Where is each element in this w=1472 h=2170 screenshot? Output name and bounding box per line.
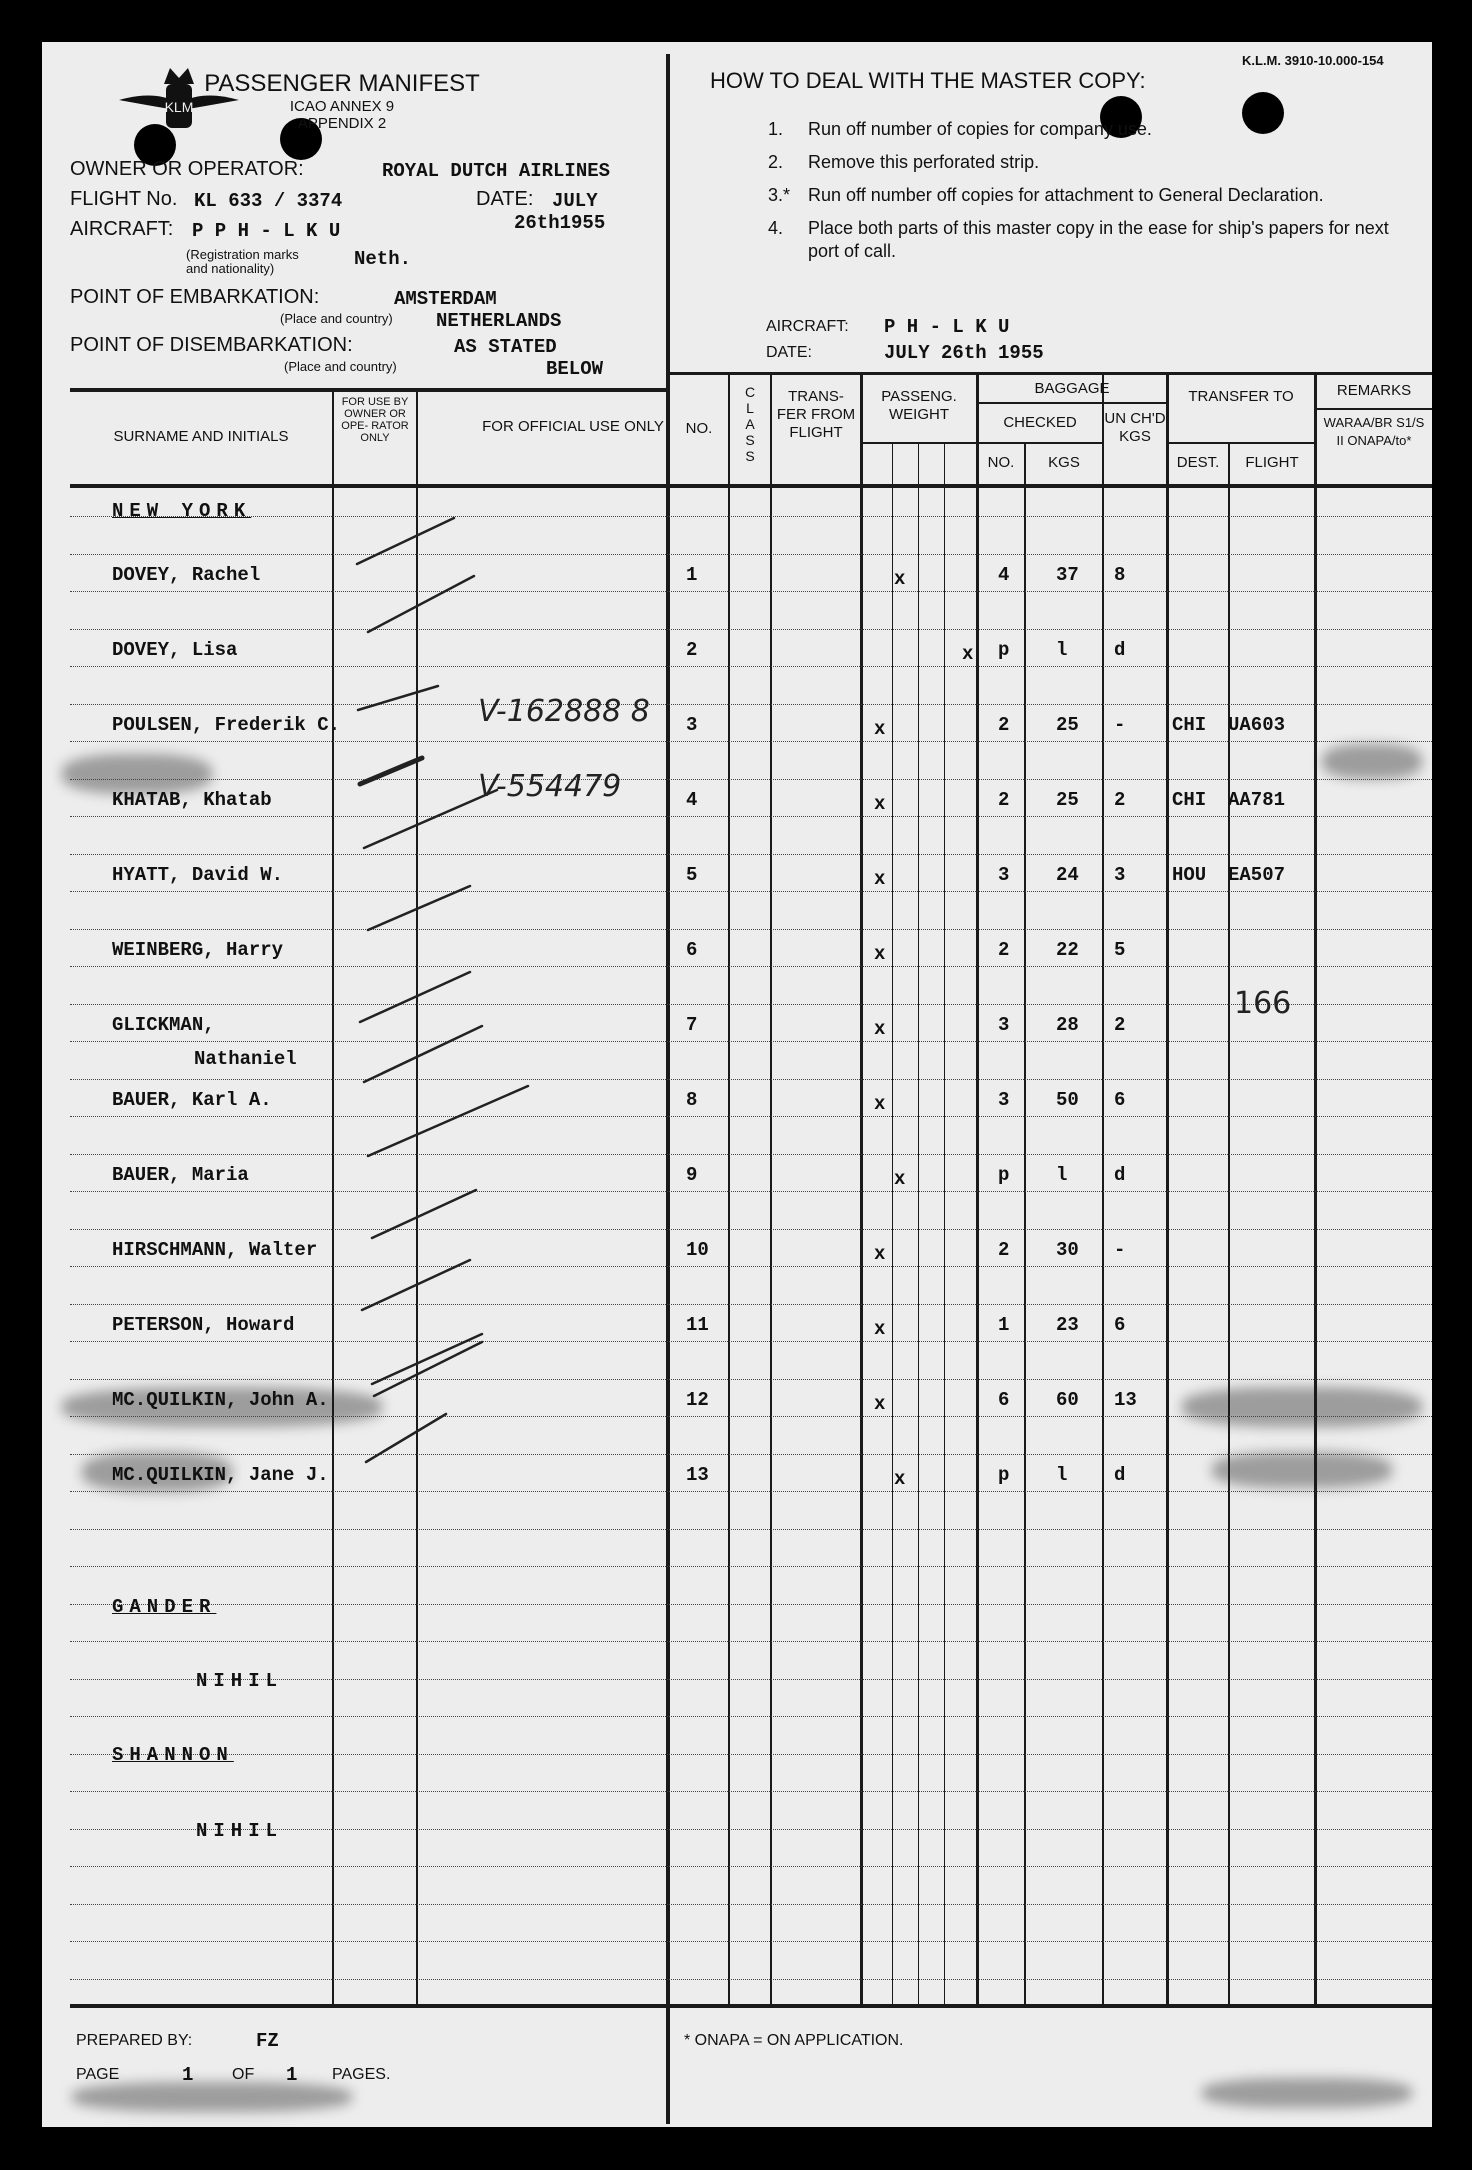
prepared-by-label: PREPARED BY:: [76, 2032, 193, 2049]
checked-bag-kgs: l: [1056, 639, 1068, 661]
col-header-surname: SURNAME AND INITIALS: [113, 428, 289, 445]
weight-mark: x: [874, 1393, 886, 1415]
disembarkation-value: AS STATED: [454, 336, 557, 358]
section-new-york: NEW YORK: [112, 500, 252, 522]
passenger-name: HYATT, David W.: [112, 864, 284, 886]
section-gander: GANDER: [112, 1596, 217, 1618]
unchecked-kgs: d: [1114, 639, 1126, 661]
weight-mark: x: [894, 1468, 906, 1490]
checked-bag-count: p: [998, 639, 1010, 661]
col-header-checked-no: NO.: [987, 454, 1015, 471]
checked-bag-count: 2: [998, 714, 1010, 736]
master-date-value: JULY 26th 1955: [884, 342, 1044, 364]
passenger-number: 3: [686, 714, 698, 736]
instruction-item: 4. Place both parts of this master copy in the ease for ship's papers for next port of call.: [768, 218, 1389, 261]
passenger-name-cont: Nathaniel: [194, 1048, 297, 1070]
checked-bag-kgs: 25: [1056, 714, 1079, 736]
form-title: PASSENGER MANIFEST: [204, 70, 480, 97]
col-header-remarks: REMARKS: [1336, 382, 1412, 399]
aircraft-label: AIRCRAFT:: [70, 218, 174, 240]
passenger-number: 8: [686, 1089, 698, 1111]
passenger-number: 4: [686, 789, 698, 811]
col-header-baggage: BAGGAGE: [1034, 380, 1110, 397]
form-appendix: APPENDIX 2: [297, 115, 387, 132]
passenger-number: 10: [686, 1239, 709, 1261]
instruction-item: 2. Remove this perforated strip.: [768, 152, 1040, 172]
passenger-number: 7: [686, 1014, 698, 1036]
disembarkation-label: POINT OF DISEMBARKATION:: [70, 334, 353, 356]
weight-mark: x: [874, 943, 886, 965]
passenger-name: PETERSON, Howard: [112, 1314, 295, 1336]
weight-mark: x: [874, 1018, 886, 1040]
master-aircraft-value: P H - L K U: [884, 316, 1010, 338]
reg-note-1: (Registration marks: [186, 247, 299, 262]
col-header-transfer-to: TRANSFER TO: [1188, 388, 1294, 405]
svg-text:KLM: KLM: [164, 99, 194, 115]
passenger-number: 12: [686, 1389, 709, 1411]
instruction-item: 1. Run off number of copies for company use.: [768, 119, 1152, 139]
transfer-flight: EA507: [1228, 864, 1286, 886]
passenger-name: DOVEY, Rachel: [112, 564, 261, 586]
transfer-dest: CHI: [1172, 714, 1207, 736]
col-header-unchecked: UN CH'D KGS: [1104, 410, 1166, 445]
passenger-name: KHATAB, Khatab: [112, 789, 272, 811]
passenger-number: 5: [686, 864, 698, 886]
passenger-name: BAUER, Maria: [112, 1164, 249, 1186]
checked-bag-count: p: [998, 1164, 1010, 1186]
date-value-month: JULY: [552, 190, 598, 212]
passenger-number: 9: [686, 1164, 698, 1186]
master-date-label: DATE:: [766, 344, 812, 361]
passenger-number: 1: [686, 564, 698, 586]
section-shannon: SHANNON: [112, 1744, 234, 1766]
checked-bag-kgs: l: [1056, 1464, 1068, 1486]
unchecked-kgs: 2: [1114, 789, 1126, 811]
official-use-note: V-554479: [478, 769, 622, 804]
pages-label: PAGES.: [332, 2066, 391, 2083]
disembarkation-value-2: BELOW: [546, 358, 604, 380]
checked-bag-kgs: 28: [1056, 1014, 1079, 1036]
col-header-class: C L A S S: [744, 384, 756, 464]
checked-bag-kgs: 22: [1056, 939, 1079, 961]
weight-mark: x: [894, 1168, 906, 1190]
col-header-flight: FLIGHT: [1245, 454, 1299, 471]
passenger-name: MC.QUILKIN, Jane J.: [112, 1464, 329, 1486]
date-label: DATE:: [476, 188, 534, 210]
passenger-number: 6: [686, 939, 698, 961]
prepared-by-value: FZ: [256, 2030, 279, 2052]
checked-bag-kgs: 50: [1056, 1089, 1079, 1111]
weight-mark: x: [874, 1243, 886, 1265]
transfer-flight: 166: [1234, 986, 1292, 1021]
col-header-remarks-codes: WARAA/BR S1/S II ONAPA/to*: [1323, 415, 1425, 448]
passenger-name: GLICKMAN,: [112, 1014, 215, 1036]
checked-bag-count: 2: [998, 939, 1010, 961]
col-header-transfer-from: TRANS- FER FROM FLIGHT: [776, 388, 856, 441]
of-value: 1: [286, 2064, 298, 2086]
checked-bag-count: 3: [998, 1014, 1010, 1036]
checked-bag-kgs: 60: [1056, 1389, 1079, 1411]
handwritten-ticks: [42, 42, 1432, 2127]
transfer-dest: HOU: [1172, 864, 1207, 886]
transfer-flight: UA603: [1228, 714, 1286, 736]
owner-value: ROYAL DUTCH AIRLINES: [382, 160, 611, 182]
embarkation-label: POINT OF EMBARKATION:: [70, 286, 320, 308]
passenger-name: BAUER, Karl A.: [112, 1089, 272, 1111]
unchecked-kgs: d: [1114, 1164, 1126, 1186]
passenger-name: MC.QUILKIN, John A.: [112, 1389, 329, 1411]
col-header-weight: PASSENG. WEIGHT: [881, 388, 957, 423]
unchecked-kgs: 3: [1114, 864, 1126, 886]
embarkation-country: NETHERLANDS: [436, 310, 562, 332]
form-annex: ICAO ANNEX 9: [289, 98, 395, 115]
checked-bag-count: 4: [998, 564, 1010, 586]
flight-label: FLIGHT No.: [70, 188, 178, 210]
onapa-note: * ONAPA = ON APPLICATION.: [684, 2032, 904, 2049]
unchecked-kgs: 6: [1114, 1314, 1126, 1336]
col-header-no: NO.: [685, 420, 713, 437]
form-code: K.L.M. 3910-10.000-154: [1242, 53, 1384, 68]
official-use-note: V-162888 8: [478, 694, 650, 729]
checked-bag-kgs: 37: [1056, 564, 1079, 586]
checked-bag-count: 2: [998, 1239, 1010, 1261]
unchecked-kgs: 5: [1114, 939, 1126, 961]
flight-value: KL 633 / 3374: [194, 190, 343, 212]
shannon-nihil: NIHIL: [196, 1820, 284, 1842]
checked-bag-kgs: 24: [1056, 864, 1079, 886]
instructions-title: HOW TO DEAL WITH THE MASTER COPY:: [710, 68, 1146, 93]
passenger-name: POULSEN, Frederik C.: [112, 714, 341, 736]
checked-bag-kgs: 30: [1056, 1239, 1079, 1261]
unchecked-kgs: -: [1114, 1239, 1126, 1261]
date-value-day: 26th1955: [514, 212, 606, 234]
nationality-value: Neth.: [354, 248, 412, 270]
col-header-checked-kgs: KGS: [1048, 454, 1080, 471]
weight-mark: x: [874, 868, 886, 890]
col-header-checked: CHECKED: [1003, 414, 1077, 431]
col-header-owner-use: FOR USE BY OWNER OR OPE- RATOR ONLY: [341, 396, 409, 444]
passenger-number: 11: [686, 1314, 709, 1336]
unchecked-kgs: 6: [1114, 1089, 1126, 1111]
unchecked-kgs: d: [1114, 1464, 1126, 1486]
passenger-number: 2: [686, 639, 698, 661]
weight-mark: x: [894, 568, 906, 590]
manifest-sheet: [42, 42, 1432, 2127]
checked-bag-count: 3: [998, 1089, 1010, 1111]
of-label: OF: [232, 2066, 255, 2083]
place-note-2: (Place and country): [284, 359, 397, 374]
weight-mark: x: [874, 1093, 886, 1115]
embarkation-city: AMSTERDAM: [394, 288, 497, 310]
col-header-dest: DEST.: [1176, 454, 1220, 471]
transfer-dest: CHI: [1172, 789, 1207, 811]
page-value: 1: [182, 2064, 194, 2086]
passenger-name: WEINBERG, Harry: [112, 939, 284, 961]
owner-label: OWNER OR OPERATOR:: [70, 158, 304, 180]
aircraft-value: P P H - L K U: [192, 220, 341, 242]
checked-bag-count: 3: [998, 864, 1010, 886]
checked-bag-kgs: 23: [1056, 1314, 1079, 1336]
weight-mark: x: [874, 1318, 886, 1340]
col-header-official: FOR OFFICIAL USE ONLY: [482, 418, 664, 435]
weight-mark: x: [962, 643, 974, 665]
reg-note-2: and nationality): [186, 261, 275, 276]
checked-bag-count: 6: [998, 1389, 1010, 1411]
transfer-flight: AA781: [1228, 789, 1286, 811]
weight-mark: x: [874, 793, 886, 815]
checked-bag-kgs: 25: [1056, 789, 1079, 811]
unchecked-kgs: -: [1114, 714, 1126, 736]
unchecked-kgs: 2: [1114, 1014, 1126, 1036]
gander-nihil: NIHIL: [196, 1670, 284, 1692]
weight-mark: x: [874, 718, 886, 740]
passenger-name: HIRSCHMANN, Walter: [112, 1239, 318, 1261]
checked-bag-count: 2: [998, 789, 1010, 811]
unchecked-kgs: 8: [1114, 564, 1126, 586]
checked-bag-kgs: l: [1056, 1164, 1068, 1186]
unchecked-kgs: 13: [1114, 1389, 1137, 1411]
place-note: (Place and country): [280, 311, 393, 326]
instruction-item: 3.* Run off number off copies for attachment to General Declaration.: [768, 185, 1324, 205]
checked-bag-count: p: [998, 1464, 1010, 1486]
passenger-number: 13: [686, 1464, 709, 1486]
passenger-name: DOVEY, Lisa: [112, 639, 238, 661]
page-label: PAGE: [76, 2066, 120, 2083]
master-aircraft-label: AIRCRAFT:: [766, 318, 849, 335]
checked-bag-count: 1: [998, 1314, 1010, 1336]
